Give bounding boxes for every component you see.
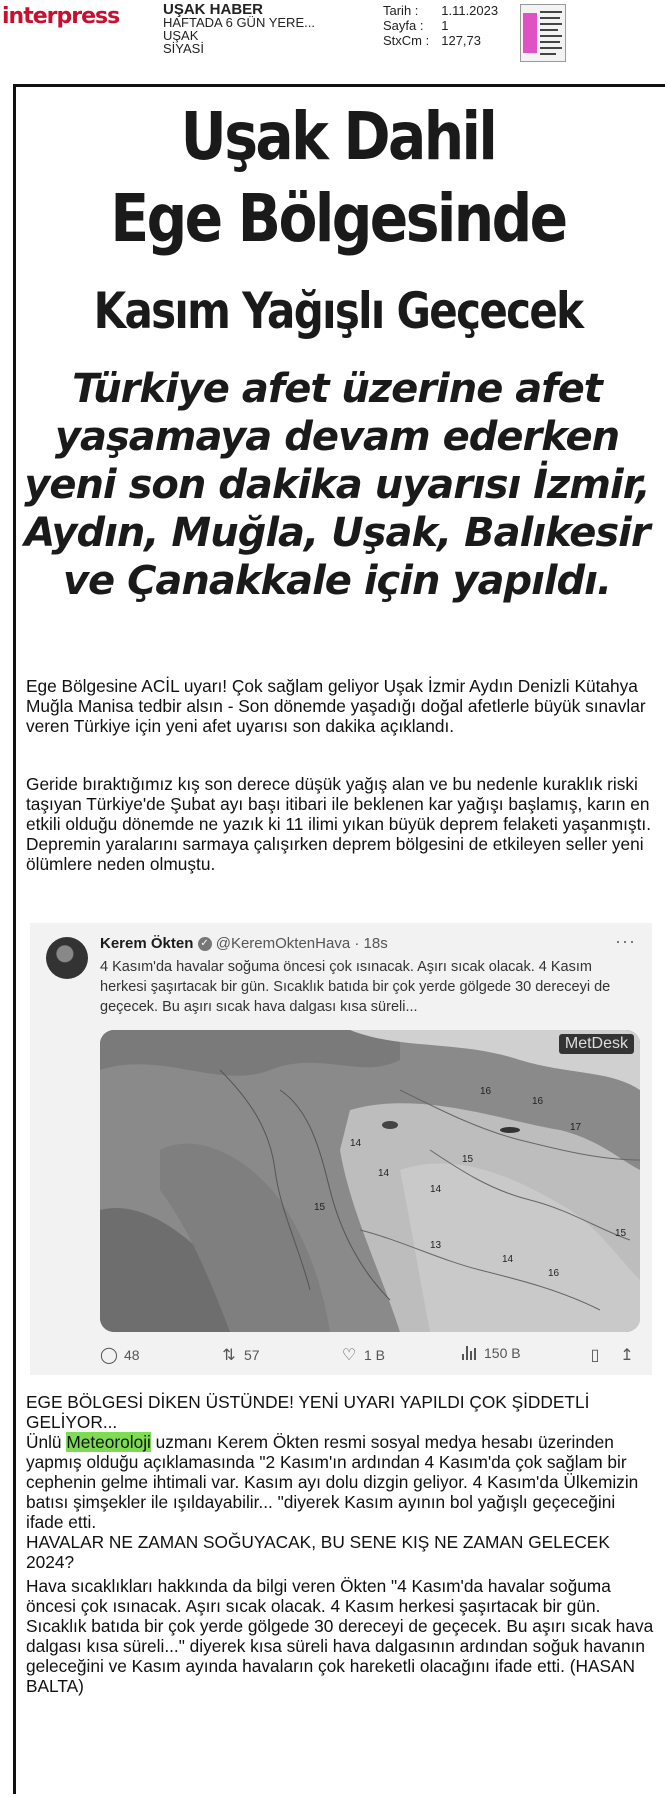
tweet-handle: @KeremOktenHava bbox=[215, 935, 351, 952]
headline-line-1: Uşak Dahil bbox=[180, 98, 496, 175]
paragraph-3-post: uzmanı Kerem Ökten resmi sosyal medya hesabı üzerinden yapmış olduğu açıklamasında "2 Kasım'ın ardından 4 Kasım'da çok sağlam bir cephenin gelme ihtimali var. Kasım ayı dolu dizgin geliyor. 4 Kasım'da Ülkemizin batısı şimşekler ile ışıldayabilir... "diyerek Kasım ayının bol yağışlı geçeceğini ifade etti. bbox=[26, 1432, 639, 1532]
views-icon bbox=[462, 1346, 478, 1360]
map-label: 14 bbox=[502, 1254, 514, 1265]
tweet-actions bbox=[100, 1343, 640, 1367]
publication-name: UŞAK HABER bbox=[163, 1, 264, 18]
publication-frequency: HAFTADA 6 GÜN YERE... bbox=[163, 15, 315, 30]
retweet-action bbox=[220, 1345, 260, 1365]
meteoroloji-highlight: Meteoroloji bbox=[66, 1432, 151, 1452]
map-label: 15 bbox=[462, 1154, 474, 1165]
metdesk-watermark: MetDesk bbox=[559, 1034, 634, 1054]
headline-line-2: Ege Bölgesinde bbox=[110, 180, 566, 257]
tweet-author-name: Kerem Ökten bbox=[100, 935, 194, 952]
map-label: 14 bbox=[430, 1184, 442, 1195]
heart-icon: ♡ bbox=[341, 1347, 357, 1364]
map-label: 15 bbox=[314, 1202, 326, 1213]
like-count: 1 B bbox=[364, 1347, 386, 1363]
meta-value: 1.11.2023 bbox=[441, 3, 499, 18]
map-label: 17 bbox=[570, 1122, 582, 1133]
map-label: 16 bbox=[548, 1268, 560, 1279]
intro-paragraph: Ege Bölgesine ACİL uyarı! Çok sağlam geliyor Uşak İzmir Aydın Denizli Kütahya Muğla Manisa tedbir alsın - Son dönemde yaşadığı doğal afetlerle büyük sınavlar veren Türkiye için yeni afet uyarısı son dakika açıklandı. bbox=[26, 676, 646, 736]
subheadline: Türkiye afet üzerine afet yaşamaya devam ederken yeni son dakika uyarısı İzmir, Aydın, Muğla, Uşak, Balıkesir ve Çanakkale için yapıldı. bbox=[24, 366, 650, 604]
bookmark-action bbox=[586, 1345, 604, 1365]
publication-info bbox=[163, 3, 315, 55]
publication-category: SİYASİ bbox=[163, 41, 204, 56]
meta-label: Tarih : bbox=[383, 3, 419, 18]
retweet-icon: ⇅ bbox=[222, 1347, 236, 1364]
clipping-meta bbox=[383, 3, 500, 48]
retweet-count: 57 bbox=[244, 1347, 260, 1363]
map-label: 16 bbox=[532, 1096, 544, 1107]
views-count: 150 B bbox=[484, 1345, 521, 1361]
share-icon: ↥ bbox=[620, 1347, 634, 1364]
reply-count: 48 bbox=[124, 1347, 140, 1363]
meta-value: 1 bbox=[441, 18, 449, 33]
subhead-2: HAVALAR NE ZAMAN SOĞUYACAK, BU SENE KIŞ NE ZAMAN GELECEK 2024? bbox=[26, 1532, 610, 1572]
like-action bbox=[340, 1345, 385, 1365]
paragraph-3-pre: Ünlü bbox=[26, 1432, 67, 1452]
map-label: 14 bbox=[350, 1138, 362, 1149]
meta-label: Sayfa : bbox=[383, 18, 424, 33]
thumbnail-highlight bbox=[523, 13, 537, 53]
tweet-text: 4 Kasım'da havalar soğuma öncesi çok ısınacak. Aşırı sıcak olacak. 4 Kasım herkesi şaşırtacak bir gün. Sıcaklık batıda bir çok yerde gölgede 30 dereceyi de geçecek. Bu aşırı sıcak hava dalgası kısa süreli... bbox=[100, 959, 611, 1015]
paragraph-4: Hava sıcaklıkları hakkında da bilgi veren Ökten "4 Kasım'da havalar soğuma öncesi çok ısınacak. Aşırı sıcak olacak. 4 Kasım herkesi şaşırtacak bir gün. Sıcaklık batıda bir çok yerde gölgede 30 dereceyi de geçecek. Bu aşırı sıcak hava dalgası kısa süreli..." diyerek kısa süreli hava dalgasının ardından soğuk havanın geleceğini ve Kasım ayında havaların çok hareketli olacağını ifade etti. (HASAN BALTA) bbox=[26, 1576, 654, 1696]
reply-action bbox=[100, 1345, 140, 1365]
meta-label: StxCm : bbox=[383, 33, 430, 48]
paragraph-3 bbox=[26, 1432, 654, 1532]
publication-city: UŞAK bbox=[163, 28, 199, 43]
map-label: 16 bbox=[480, 1086, 492, 1097]
verified-badge-icon: ✓ bbox=[198, 937, 212, 951]
interpress-logo: interpress bbox=[2, 4, 120, 29]
views-action bbox=[462, 1345, 521, 1361]
tweet-time: · 18s bbox=[354, 935, 388, 952]
map-label: 14 bbox=[378, 1168, 390, 1179]
tweet-header bbox=[100, 935, 388, 952]
more-options-icon: ··· bbox=[615, 931, 636, 951]
subhead-1: EGE BÖLGESİ DİKEN ÜSTÜNDE! YENİ UYARI YAPILDI ÇOK ŞİDDETLİ GELİYOR... bbox=[26, 1392, 590, 1432]
map-label: 15 bbox=[615, 1228, 627, 1239]
headline-line-3: Kasım Yağışlı Geçecek bbox=[93, 282, 583, 340]
bookmark-icon: ▯ bbox=[590, 1347, 600, 1364]
meta-value: 127,73 bbox=[441, 33, 481, 48]
embedded-tweet bbox=[30, 923, 652, 1375]
article-paragraph-2 bbox=[26, 774, 654, 874]
share-action bbox=[618, 1345, 636, 1365]
avatar bbox=[46, 937, 88, 979]
weather-map-image bbox=[100, 1030, 640, 1332]
reply-icon: ◯ bbox=[100, 1347, 118, 1364]
paragraph-2: Geride bıraktığımız kış son derece düşük yağış alan ve bu nedenle kuraklık riski taşıyan Türkiye'de Şubat ayı başı itibari ile beklenen kar yağışı başlamış, karın en etkili olduğu dönemde ne yazık ki 11 ilimi yıkan büyük deprem felaketi yaşanmıştı. Depremin yaralarını sarmaya çalışırken deprem bölgesini de etkileyen seller yeni ölümlere neden olmuştu. bbox=[26, 774, 651, 874]
map-labels bbox=[100, 1030, 640, 1332]
page-thumbnail bbox=[520, 4, 566, 62]
map-label: 13 bbox=[430, 1240, 442, 1251]
article-intro bbox=[26, 676, 654, 736]
article-continuation bbox=[26, 1392, 654, 1696]
